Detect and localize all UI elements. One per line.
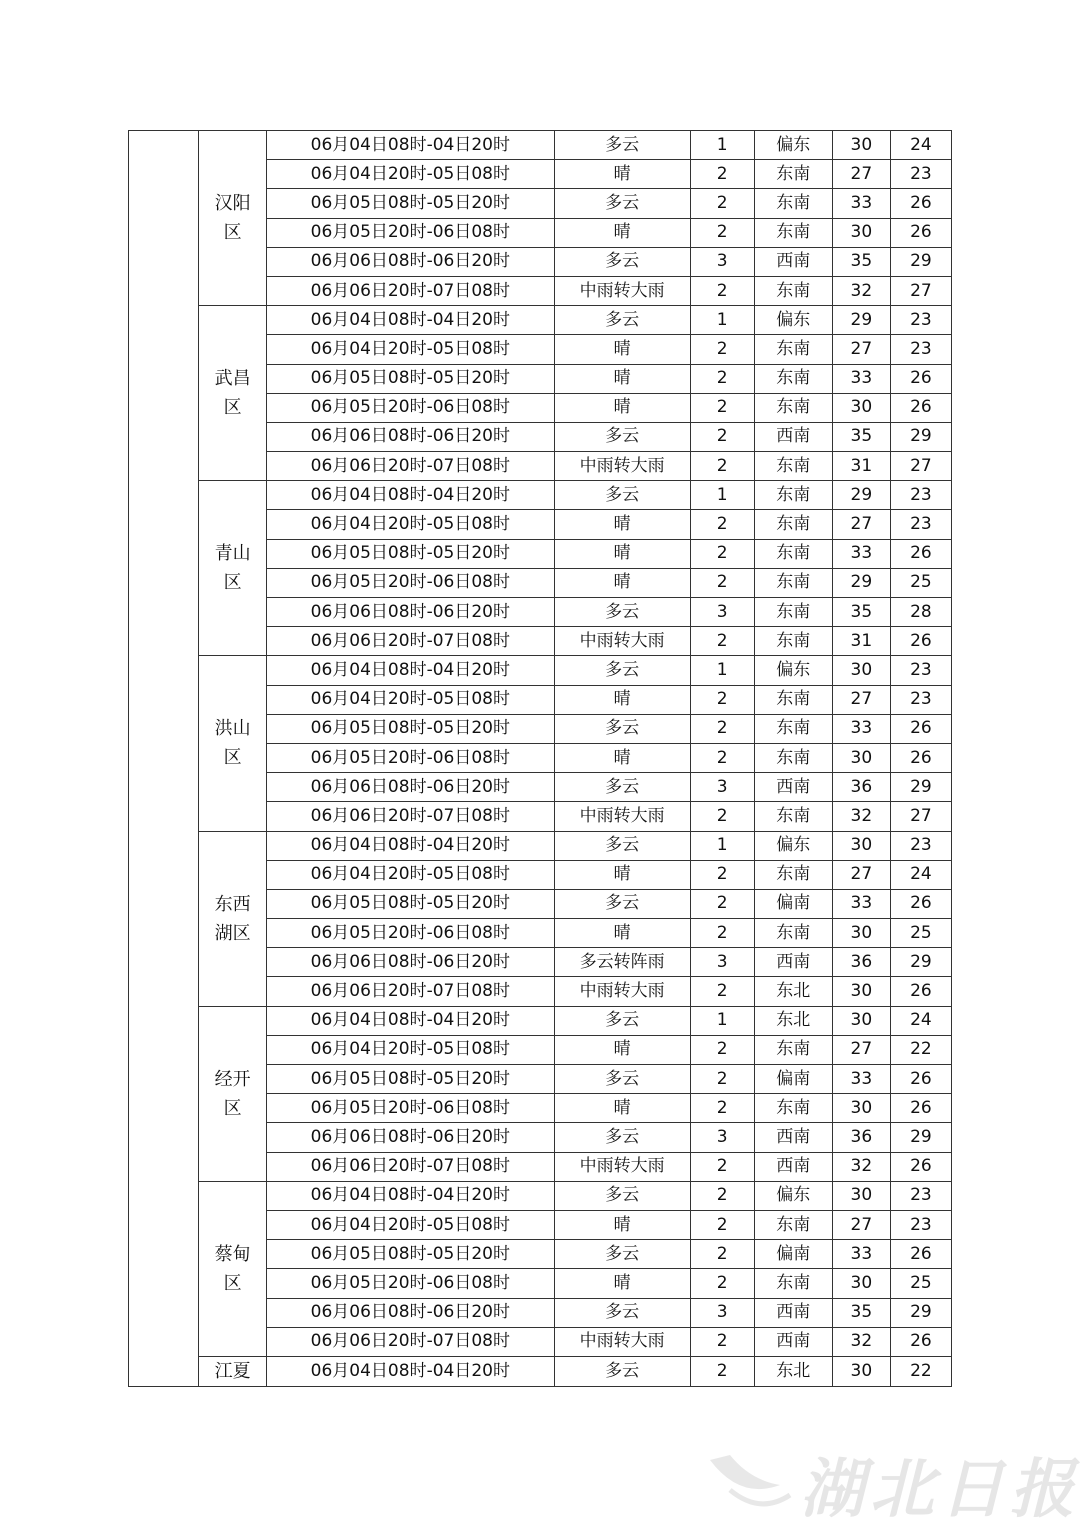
max-temp-cell: 27 bbox=[832, 160, 890, 189]
wind-level-cell: 3 bbox=[690, 1123, 754, 1152]
max-temp-cell: 30 bbox=[832, 1269, 890, 1298]
weather-cell: 多云 bbox=[554, 714, 690, 743]
time-period-cell: 06月04日20时-05日08时 bbox=[267, 335, 554, 364]
weather-cell: 中雨转大雨 bbox=[554, 276, 690, 305]
district-name: 汉阳区 bbox=[214, 193, 251, 244]
wind-level-cell: 2 bbox=[690, 276, 754, 305]
wind-direction-cell: 东南 bbox=[754, 714, 832, 743]
wind-direction-cell: 东南 bbox=[754, 481, 832, 510]
max-temp-cell: 33 bbox=[832, 714, 890, 743]
time-period-cell: 06月04日08时-04日20时 bbox=[267, 131, 554, 160]
wind-level-cell: 1 bbox=[690, 306, 754, 335]
min-temp-cell: 26 bbox=[890, 889, 951, 918]
wind-level-cell: 2 bbox=[690, 860, 754, 889]
wind-direction-cell: 东南 bbox=[754, 539, 832, 568]
max-temp-cell: 32 bbox=[832, 276, 890, 305]
max-temp-cell: 35 bbox=[832, 422, 890, 451]
time-period-cell: 06月04日08时-04日20时 bbox=[267, 306, 554, 335]
wind-direction-cell: 东南 bbox=[754, 627, 832, 656]
time-period-cell: 06月05日08时-05日20时 bbox=[267, 539, 554, 568]
wind-direction-cell: 东南 bbox=[754, 276, 832, 305]
max-temp-cell: 29 bbox=[832, 568, 890, 597]
wind-level-cell: 2 bbox=[690, 393, 754, 422]
wind-direction-cell: 东南 bbox=[754, 452, 832, 481]
weather-cell: 多云 bbox=[554, 1356, 690, 1386]
wind-level-cell: 2 bbox=[690, 1094, 754, 1123]
wind-level-cell: 3 bbox=[690, 247, 754, 276]
time-period-cell: 06月05日08时-05日20时 bbox=[267, 189, 554, 218]
wind-level-cell: 2 bbox=[690, 977, 754, 1006]
min-temp-cell: 26 bbox=[890, 1240, 951, 1269]
min-temp-cell: 23 bbox=[890, 335, 951, 364]
weather-cell: 多云 bbox=[554, 422, 690, 451]
district-name: 经开区 bbox=[214, 1068, 251, 1119]
wind-level-cell: 2 bbox=[690, 743, 754, 772]
min-temp-cell: 28 bbox=[890, 598, 951, 627]
max-temp-cell: 30 bbox=[832, 131, 890, 160]
min-temp-cell: 26 bbox=[890, 714, 951, 743]
weather-cell: 多云 bbox=[554, 1298, 690, 1327]
weather-cell: 晴 bbox=[554, 1210, 690, 1239]
time-period-cell: 06月06日20时-07日08时 bbox=[267, 627, 554, 656]
wind-direction-cell: 西南 bbox=[754, 1327, 832, 1356]
wind-direction-cell: 东南 bbox=[754, 1210, 832, 1239]
max-temp-cell: 30 bbox=[832, 1094, 890, 1123]
min-temp-cell: 23 bbox=[890, 1181, 951, 1210]
max-temp-cell: 36 bbox=[832, 773, 890, 802]
wind-level-cell: 2 bbox=[690, 539, 754, 568]
min-temp-cell: 26 bbox=[890, 1327, 951, 1356]
wind-direction-cell: 西南 bbox=[754, 1123, 832, 1152]
max-temp-cell: 30 bbox=[832, 1356, 890, 1386]
min-temp-cell: 26 bbox=[890, 364, 951, 393]
max-temp-cell: 30 bbox=[832, 919, 890, 948]
weather-cell: 中雨转大雨 bbox=[554, 1152, 690, 1181]
time-period-cell: 06月05日20时-06日08时 bbox=[267, 1269, 554, 1298]
min-temp-cell: 25 bbox=[890, 568, 951, 597]
weather-cell: 晴 bbox=[554, 568, 690, 597]
time-period-cell: 06月05日20时-06日08时 bbox=[267, 393, 554, 422]
weather-cell: 晴 bbox=[554, 539, 690, 568]
min-temp-cell: 29 bbox=[890, 1298, 951, 1327]
time-period-cell: 06月05日08时-05日20时 bbox=[267, 889, 554, 918]
wind-level-cell: 1 bbox=[690, 481, 754, 510]
wind-level-cell: 3 bbox=[690, 948, 754, 977]
min-temp-cell: 23 bbox=[890, 1210, 951, 1239]
wind-direction-cell: 偏东 bbox=[754, 1181, 832, 1210]
weather-cell: 多云 bbox=[554, 889, 690, 918]
wind-level-cell: 3 bbox=[690, 598, 754, 627]
weather-cell: 多云转阵雨 bbox=[554, 948, 690, 977]
table-row bbox=[129, 131, 952, 160]
min-temp-cell: 26 bbox=[890, 977, 951, 1006]
min-temp-cell: 26 bbox=[890, 1152, 951, 1181]
time-period-cell: 06月06日20时-07日08时 bbox=[267, 977, 554, 1006]
weather-cell: 多云 bbox=[554, 1006, 690, 1035]
wind-direction-cell: 东北 bbox=[754, 977, 832, 1006]
wind-direction-cell: 偏东 bbox=[754, 656, 832, 685]
max-temp-cell: 30 bbox=[832, 831, 890, 860]
district-cell bbox=[199, 306, 267, 481]
min-temp-cell: 29 bbox=[890, 1123, 951, 1152]
time-period-cell: 06月06日08时-06日20时 bbox=[267, 948, 554, 977]
wind-level-cell: 2 bbox=[690, 160, 754, 189]
wind-direction-cell: 东南 bbox=[754, 568, 832, 597]
weather-cell: 晴 bbox=[554, 1094, 690, 1123]
district-name: 洪山区 bbox=[214, 718, 251, 769]
min-temp-cell: 22 bbox=[890, 1356, 951, 1386]
time-period-cell: 06月04日20时-05日08时 bbox=[267, 510, 554, 539]
wind-direction-cell: 东南 bbox=[754, 393, 832, 422]
max-temp-cell: 30 bbox=[832, 743, 890, 772]
max-temp-cell: 27 bbox=[832, 860, 890, 889]
min-temp-cell: 26 bbox=[890, 1065, 951, 1094]
weather-cell: 多云 bbox=[554, 481, 690, 510]
wind-direction-cell: 西南 bbox=[754, 948, 832, 977]
min-temp-cell: 23 bbox=[890, 510, 951, 539]
district-name: 蔡甸区 bbox=[214, 1243, 251, 1294]
wind-level-cell: 2 bbox=[690, 685, 754, 714]
table-row bbox=[129, 306, 952, 335]
wind-level-cell: 2 bbox=[690, 568, 754, 597]
wind-level-cell: 2 bbox=[690, 422, 754, 451]
max-temp-cell: 30 bbox=[832, 1181, 890, 1210]
time-period-cell: 06月05日20时-06日08时 bbox=[267, 919, 554, 948]
max-temp-cell: 31 bbox=[832, 452, 890, 481]
min-temp-cell: 25 bbox=[890, 1269, 951, 1298]
min-temp-cell: 25 bbox=[890, 919, 951, 948]
min-temp-cell: 26 bbox=[890, 218, 951, 247]
weather-cell: 晴 bbox=[554, 510, 690, 539]
wind-level-cell: 2 bbox=[690, 1152, 754, 1181]
weather-cell: 多云 bbox=[554, 598, 690, 627]
weather-cell: 多云 bbox=[554, 131, 690, 160]
max-temp-cell: 27 bbox=[832, 1035, 890, 1064]
table-row bbox=[129, 481, 952, 510]
max-temp-cell: 33 bbox=[832, 364, 890, 393]
wind-level-cell: 2 bbox=[690, 189, 754, 218]
district-name: 东西湖区 bbox=[214, 893, 251, 944]
min-temp-cell: 26 bbox=[890, 743, 951, 772]
min-temp-cell: 26 bbox=[890, 627, 951, 656]
wind-direction-cell: 东南 bbox=[754, 598, 832, 627]
wind-direction-cell: 东南 bbox=[754, 685, 832, 714]
max-temp-cell: 29 bbox=[832, 306, 890, 335]
district-cell bbox=[199, 831, 267, 1006]
min-temp-cell: 24 bbox=[890, 860, 951, 889]
time-period-cell: 06月04日08时-04日20时 bbox=[267, 1356, 554, 1386]
time-period-cell: 06月05日20时-06日08时 bbox=[267, 1094, 554, 1123]
time-period-cell: 06月05日08时-05日20时 bbox=[267, 1240, 554, 1269]
time-period-cell: 06月04日20时-05日08时 bbox=[267, 160, 554, 189]
wind-direction-cell: 偏东 bbox=[754, 831, 832, 860]
wind-direction-cell: 东南 bbox=[754, 860, 832, 889]
time-period-cell: 06月06日08时-06日20时 bbox=[267, 247, 554, 276]
weather-cell: 多云 bbox=[554, 1181, 690, 1210]
min-temp-cell: 23 bbox=[890, 831, 951, 860]
max-temp-cell: 27 bbox=[832, 335, 890, 364]
wind-level-cell: 2 bbox=[690, 919, 754, 948]
max-temp-cell: 36 bbox=[832, 948, 890, 977]
max-temp-cell: 32 bbox=[832, 1152, 890, 1181]
weather-cell: 多云 bbox=[554, 773, 690, 802]
wind-level-cell: 1 bbox=[690, 131, 754, 160]
max-temp-cell: 30 bbox=[832, 1006, 890, 1035]
wind-direction-cell: 西南 bbox=[754, 1152, 832, 1181]
time-period-cell: 06月04日08时-04日20时 bbox=[267, 1006, 554, 1035]
min-temp-cell: 23 bbox=[890, 160, 951, 189]
table-row bbox=[129, 1356, 952, 1386]
district-name: 武昌区 bbox=[214, 368, 251, 419]
time-period-cell: 06月04日20时-05日08时 bbox=[267, 1035, 554, 1064]
weather-cell: 晴 bbox=[554, 364, 690, 393]
time-period-cell: 06月04日20时-05日08时 bbox=[267, 1210, 554, 1239]
wind-level-cell: 2 bbox=[690, 714, 754, 743]
table-row bbox=[129, 1006, 952, 1035]
wind-level-cell: 3 bbox=[690, 1298, 754, 1327]
wind-direction-cell: 东南 bbox=[754, 510, 832, 539]
table-body bbox=[129, 131, 952, 1387]
max-temp-cell: 29 bbox=[832, 481, 890, 510]
time-period-cell: 06月04日20时-05日08时 bbox=[267, 685, 554, 714]
wind-level-cell: 2 bbox=[690, 1269, 754, 1298]
wind-direction-cell: 西南 bbox=[754, 422, 832, 451]
district-cell bbox=[199, 481, 267, 656]
max-temp-cell: 35 bbox=[832, 1298, 890, 1327]
wind-direction-cell: 东北 bbox=[754, 1356, 832, 1386]
wind-level-cell: 2 bbox=[690, 1356, 754, 1386]
wind-direction-cell: 东南 bbox=[754, 218, 832, 247]
weather-cell: 晴 bbox=[554, 218, 690, 247]
min-temp-cell: 26 bbox=[890, 539, 951, 568]
wind-level-cell: 2 bbox=[690, 627, 754, 656]
time-period-cell: 06月05日08时-05日20时 bbox=[267, 714, 554, 743]
max-temp-cell: 27 bbox=[832, 510, 890, 539]
weather-cell: 晴 bbox=[554, 1035, 690, 1064]
time-period-cell: 06月06日20时-07日08时 bbox=[267, 1327, 554, 1356]
weather-cell: 晴 bbox=[554, 160, 690, 189]
forecast-table bbox=[128, 130, 952, 1387]
district-name: 江夏 bbox=[214, 1360, 251, 1382]
table-row bbox=[129, 656, 952, 685]
min-temp-cell: 24 bbox=[890, 1006, 951, 1035]
weather-cell: 晴 bbox=[554, 393, 690, 422]
district-name: 青山区 bbox=[214, 543, 251, 594]
wind-direction-cell: 东南 bbox=[754, 1269, 832, 1298]
max-temp-cell: 35 bbox=[832, 598, 890, 627]
weather-cell: 中雨转大雨 bbox=[554, 802, 690, 831]
max-temp-cell: 30 bbox=[832, 656, 890, 685]
time-period-cell: 06月04日08时-04日20时 bbox=[267, 656, 554, 685]
max-temp-cell: 30 bbox=[832, 218, 890, 247]
watermark-text: 湖北日报 bbox=[800, 1452, 1080, 1527]
time-period-cell: 06月06日20时-07日08时 bbox=[267, 452, 554, 481]
min-temp-cell: 26 bbox=[890, 189, 951, 218]
max-temp-cell: 36 bbox=[832, 1123, 890, 1152]
weather-cell: 晴 bbox=[554, 1269, 690, 1298]
wind-direction-cell: 东南 bbox=[754, 919, 832, 948]
min-temp-cell: 24 bbox=[890, 131, 951, 160]
time-period-cell: 06月05日08时-05日20时 bbox=[267, 364, 554, 393]
weather-cell: 中雨转大雨 bbox=[554, 977, 690, 1006]
wind-direction-cell: 西南 bbox=[754, 1298, 832, 1327]
min-temp-cell: 22 bbox=[890, 1035, 951, 1064]
time-period-cell: 06月05日08时-05日20时 bbox=[267, 1065, 554, 1094]
wind-level-cell: 2 bbox=[690, 452, 754, 481]
max-temp-cell: 33 bbox=[832, 1065, 890, 1094]
weather-cell: 晴 bbox=[554, 685, 690, 714]
min-temp-cell: 26 bbox=[890, 393, 951, 422]
wind-level-cell: 2 bbox=[690, 510, 754, 539]
region-cell bbox=[129, 131, 199, 1387]
wind-direction-cell: 东南 bbox=[754, 802, 832, 831]
min-temp-cell: 29 bbox=[890, 773, 951, 802]
district-cell bbox=[199, 1356, 267, 1386]
weather-cell: 中雨转大雨 bbox=[554, 452, 690, 481]
weather-cell: 多云 bbox=[554, 1065, 690, 1094]
wind-level-cell: 2 bbox=[690, 889, 754, 918]
min-temp-cell: 26 bbox=[890, 1094, 951, 1123]
wind-level-cell: 1 bbox=[690, 831, 754, 860]
weather-cell: 晴 bbox=[554, 335, 690, 364]
max-temp-cell: 33 bbox=[832, 539, 890, 568]
wind-level-cell: 2 bbox=[690, 335, 754, 364]
wind-direction-cell: 偏南 bbox=[754, 1065, 832, 1094]
max-temp-cell: 33 bbox=[832, 1240, 890, 1269]
wind-direction-cell: 偏南 bbox=[754, 1240, 832, 1269]
wind-direction-cell: 偏东 bbox=[754, 306, 832, 335]
weather-cell: 多云 bbox=[554, 189, 690, 218]
wind-level-cell: 2 bbox=[690, 364, 754, 393]
min-temp-cell: 29 bbox=[890, 422, 951, 451]
time-period-cell: 06月06日20时-07日08时 bbox=[267, 276, 554, 305]
min-temp-cell: 29 bbox=[890, 247, 951, 276]
max-temp-cell: 30 bbox=[832, 393, 890, 422]
weather-cell: 多云 bbox=[554, 306, 690, 335]
wind-direction-cell: 东南 bbox=[754, 743, 832, 772]
weather-cell: 晴 bbox=[554, 919, 690, 948]
wind-level-cell: 2 bbox=[690, 1065, 754, 1094]
time-period-cell: 06月06日08时-06日20时 bbox=[267, 598, 554, 627]
time-period-cell: 06月04日20时-05日08时 bbox=[267, 860, 554, 889]
min-temp-cell: 27 bbox=[890, 276, 951, 305]
max-temp-cell: 32 bbox=[832, 802, 890, 831]
wind-direction-cell: 东南 bbox=[754, 189, 832, 218]
wind-level-cell: 2 bbox=[690, 1181, 754, 1210]
wind-level-cell: 1 bbox=[690, 656, 754, 685]
weather-cell: 多云 bbox=[554, 656, 690, 685]
max-temp-cell: 33 bbox=[832, 189, 890, 218]
wind-level-cell: 2 bbox=[690, 1210, 754, 1239]
min-temp-cell: 23 bbox=[890, 656, 951, 685]
district-cell bbox=[199, 1006, 267, 1181]
wind-direction-cell: 西南 bbox=[754, 773, 832, 802]
wind-direction-cell: 偏东 bbox=[754, 131, 832, 160]
max-temp-cell: 27 bbox=[832, 685, 890, 714]
weather-cell: 晴 bbox=[554, 743, 690, 772]
max-temp-cell: 35 bbox=[832, 247, 890, 276]
wind-level-cell: 2 bbox=[690, 1240, 754, 1269]
time-period-cell: 06月06日08时-06日20时 bbox=[267, 1298, 554, 1327]
wind-level-cell: 2 bbox=[690, 218, 754, 247]
wind-direction-cell: 东南 bbox=[754, 364, 832, 393]
max-temp-cell: 32 bbox=[832, 1327, 890, 1356]
time-period-cell: 06月06日08时-06日20时 bbox=[267, 422, 554, 451]
wind-direction-cell: 东南 bbox=[754, 335, 832, 364]
wind-level-cell: 2 bbox=[690, 1327, 754, 1356]
wind-direction-cell: 东北 bbox=[754, 1006, 832, 1035]
time-period-cell: 06月06日20时-07日08时 bbox=[267, 802, 554, 831]
district-cell bbox=[199, 656, 267, 831]
time-period-cell: 06月06日20时-07日08时 bbox=[267, 1152, 554, 1181]
wind-direction-cell: 东南 bbox=[754, 1094, 832, 1123]
time-period-cell: 06月04日08时-04日20时 bbox=[267, 481, 554, 510]
min-temp-cell: 27 bbox=[890, 802, 951, 831]
max-temp-cell: 31 bbox=[832, 627, 890, 656]
wind-level-cell: 3 bbox=[690, 773, 754, 802]
wind-direction-cell: 西南 bbox=[754, 247, 832, 276]
wind-level-cell: 1 bbox=[690, 1006, 754, 1035]
time-period-cell: 06月05日20时-06日08时 bbox=[267, 568, 554, 597]
min-temp-cell: 27 bbox=[890, 452, 951, 481]
wind-direction-cell: 偏南 bbox=[754, 889, 832, 918]
time-period-cell: 06月05日20时-06日08时 bbox=[267, 743, 554, 772]
time-period-cell: 06月04日08时-04日20时 bbox=[267, 1181, 554, 1210]
max-temp-cell: 27 bbox=[832, 1210, 890, 1239]
min-temp-cell: 29 bbox=[890, 948, 951, 977]
max-temp-cell: 33 bbox=[832, 889, 890, 918]
wind-direction-cell: 东南 bbox=[754, 1035, 832, 1064]
time-period-cell: 06月04日08时-04日20时 bbox=[267, 831, 554, 860]
weather-cell: 多云 bbox=[554, 247, 690, 276]
weather-cell: 中雨转大雨 bbox=[554, 627, 690, 656]
time-period-cell: 06月05日20时-06日08时 bbox=[267, 218, 554, 247]
wind-level-cell: 2 bbox=[690, 1035, 754, 1064]
district-cell bbox=[199, 1181, 267, 1356]
min-temp-cell: 23 bbox=[890, 306, 951, 335]
weather-cell: 晴 bbox=[554, 860, 690, 889]
table-row bbox=[129, 1181, 952, 1210]
district-cell bbox=[199, 131, 267, 306]
wind-level-cell: 2 bbox=[690, 802, 754, 831]
weather-cell: 多云 bbox=[554, 831, 690, 860]
min-temp-cell: 23 bbox=[890, 481, 951, 510]
min-temp-cell: 23 bbox=[890, 685, 951, 714]
time-period-cell: 06月06日08时-06日20时 bbox=[267, 1123, 554, 1152]
time-period-cell: 06月06日08时-06日20时 bbox=[267, 773, 554, 802]
weather-cell: 多云 bbox=[554, 1123, 690, 1152]
wind-direction-cell: 东南 bbox=[754, 160, 832, 189]
weather-cell: 多云 bbox=[554, 1240, 690, 1269]
weather-cell: 中雨转大雨 bbox=[554, 1327, 690, 1356]
max-temp-cell: 30 bbox=[832, 977, 890, 1006]
table-row bbox=[129, 831, 952, 860]
